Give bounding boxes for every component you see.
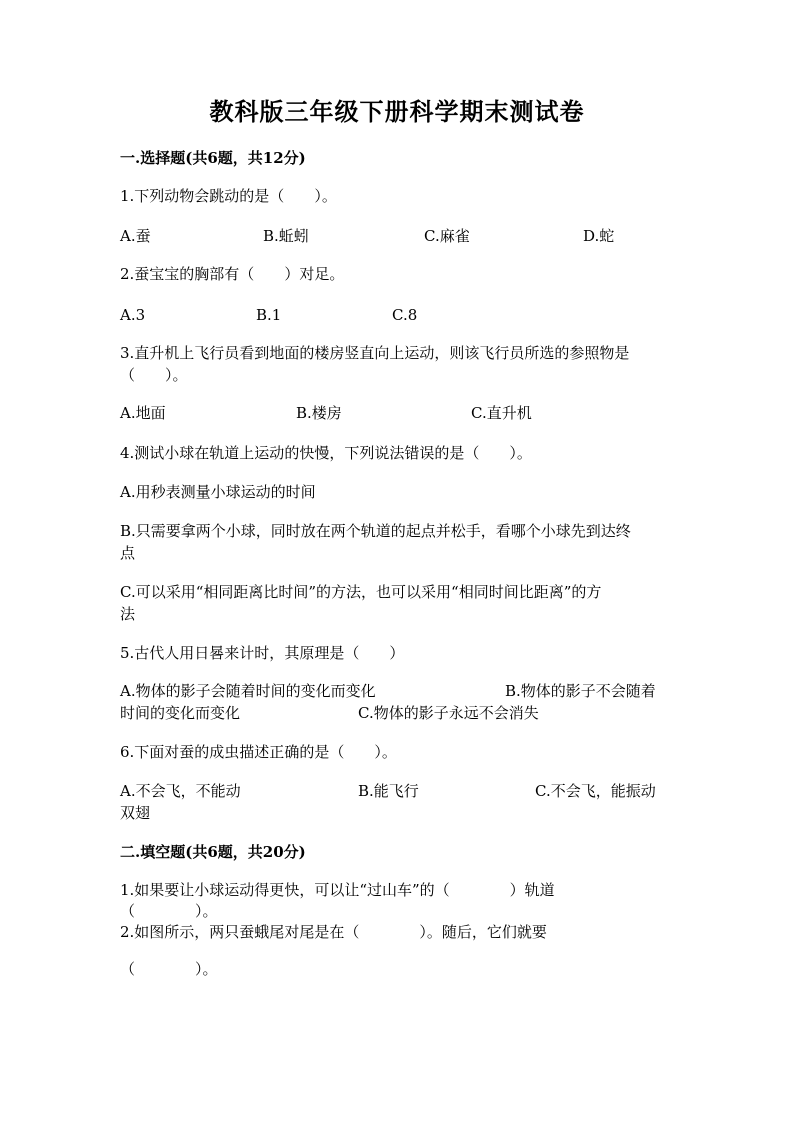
question-4-option-a: A.用秒表测量小球运动的时间: [120, 483, 316, 501]
section-heading-choice: 一.选择题(共6题，共12分): [120, 149, 306, 167]
question-2-option-a: A.3: [120, 306, 146, 324]
question-4-stem: 4.测试小球在轨道上运动的快慢，下列说法错误的是（ ）。: [120, 444, 532, 462]
question-6-stem: 6.下面对蚕的成虫描述正确的是（ ）。: [120, 743, 397, 761]
fill-question-1-line1: 1.如果要让小球运动得更快，可以让“过山车”的（ ）轨道: [120, 881, 555, 899]
question-6-option-a: A.不会飞，不能动: [120, 782, 241, 800]
question-1-option-b: B.蚯蚓: [263, 227, 309, 245]
question-5-option-b-line1: B.物体的影子不会随着: [505, 682, 656, 700]
question-3-option-c: C.直升机: [471, 404, 532, 422]
question-1-option-a: A.蚕: [120, 227, 151, 245]
page-title: 教科版三年级下册科学期末测试卷: [209, 97, 585, 126]
question-5-option-a: A.物体的影子会随着时间的变化而变化: [120, 682, 376, 700]
question-6-option-b: B.能飞行: [358, 782, 419, 800]
question-4-option-b-line2: 点: [120, 544, 136, 562]
question-3-stem-line2: （ ）。: [120, 366, 188, 384]
fill-question-2-line1: 2.如图所示，两只蚕蛾尾对尾是在（ ）。随后，它们就要: [120, 923, 547, 941]
question-4-option-c-line1: C.可以采用“相同距离比时间”的方法，也可以采用“相同时间比距离”的方: [120, 583, 602, 601]
question-6-option-c-line2: 双翅: [120, 804, 151, 822]
question-1-option-c: C.麻雀: [424, 227, 470, 245]
question-3-option-b: B.楼房: [296, 404, 342, 422]
question-2-option-b: B.1: [256, 306, 282, 324]
question-5-option-b-line2: 时间的变化而变化: [120, 704, 241, 722]
fill-question-1-line2: （ ）。: [120, 902, 218, 920]
question-2-stem: 2.蚕宝宝的胸部有（ ）对足。: [120, 265, 345, 283]
question-3-option-a: A.地面: [120, 404, 166, 422]
question-2-option-c: C.8: [392, 306, 418, 324]
question-1-option-d: D.蛇: [583, 227, 615, 245]
question-5-option-c: C.物体的影子永远不会消失: [358, 704, 539, 722]
question-5-stem: 5.古代人用日晷来计时，其原理是（ ）: [120, 644, 405, 662]
question-3-stem-line1: 3.直升机上飞行员看到地面的楼房竖直向上运动，则该飞行员所选的参照物是: [120, 344, 630, 362]
section-heading-fill: 二.填空题(共6题，共20分): [120, 843, 306, 861]
question-4-option-b-line1: B.只需要拿两个小球，同时放在两个轨道的起点并松手，看哪个小球先到达终: [120, 522, 631, 540]
question-4-option-c-line2: 法: [120, 605, 136, 623]
question-1-stem: 1.下列动物会跳动的是（ ）。: [120, 187, 337, 205]
question-6-option-c-line1: C.不会飞，能振动: [535, 782, 656, 800]
fill-question-2-line2: （ ）。: [120, 960, 218, 978]
